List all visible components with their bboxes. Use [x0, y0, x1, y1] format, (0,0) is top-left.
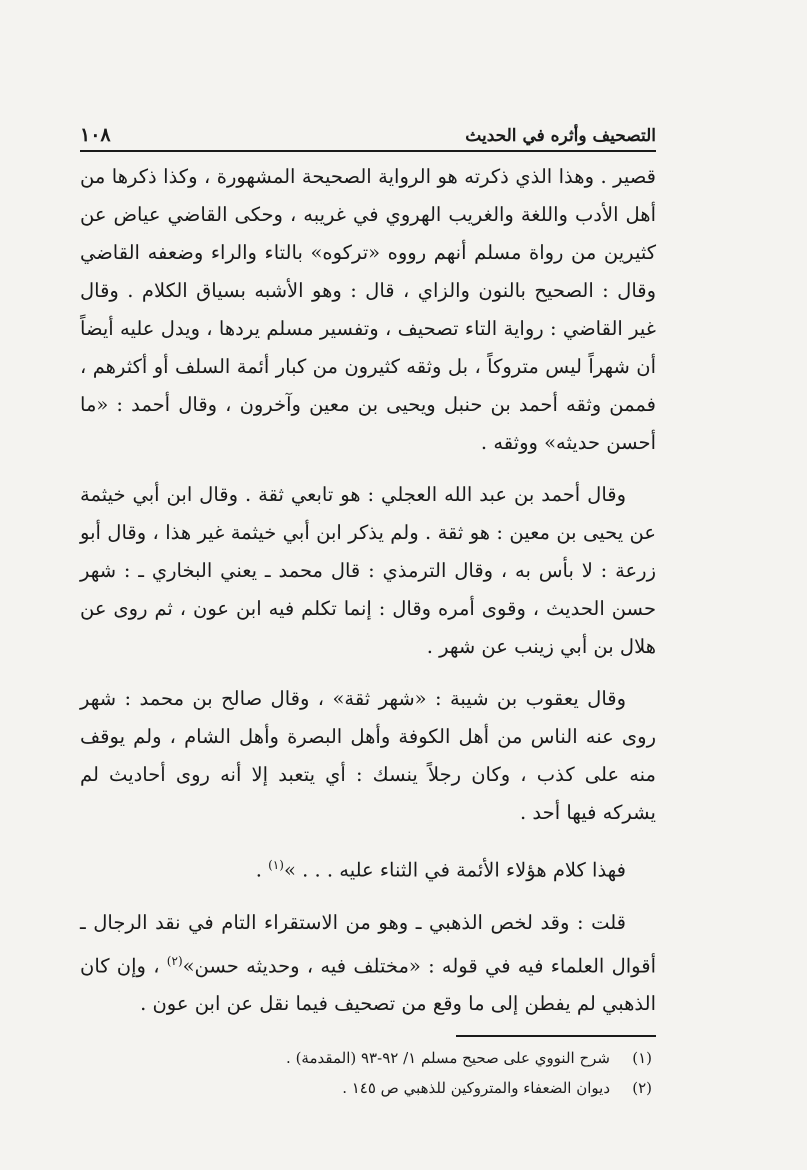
paragraph-5-text: قلت : وقد لخص الذهبي ـ وهو من الاستقراء التام في نقد الرجال ـ أقوال العلماء فيه في قوله : «مختلف فيه ، وحديثه حسن»: [80, 910, 656, 977]
running-header: [80, 110, 656, 152]
footnotes: [80, 1043, 656, 1103]
paragraph-4: [80, 846, 656, 890]
footnote-separator: [456, 1035, 656, 1037]
paragraph-4-text: فهذا كلام هؤلاء الأئمة في الثناء عليه . . . »: [283, 858, 626, 882]
body-text: [80, 158, 656, 1023]
page-number: ١٠٨: [80, 124, 111, 146]
footnote: [80, 1043, 656, 1073]
footnote-ref-2: (٢): [166, 953, 183, 968]
paragraph-1: قصير . وهذا الذي ذكرته هو الرواية الصحيحة المشهورة ، وكذا ذكرها من أهل الأدب واللغة والغريب الهروي في غريبه ، وحكى القاضي عياض عن كثيرين من رواة مسلم أنهم رووه «تركوه» بالتاء والراء وضعفه القاضي وقال : الصحيح بالنون والزاي ، قال : وهو الأشبه بسياق الكلام . وقال غير القاضي : رواية التاء تصحيف ، وتفسير مسلم يردها ، ويدل عليه أيضاً أن شهراً ليس متروكاً ، بل وثقه كثيرون من كبار أئمة السلف أو أكثرهم ، فممن وثقه أحمد بن حنبل ويحيى بن معين وآخرون ، وقال أحمد : «ما أحسن حديثه» ووثقه .: [80, 165, 656, 454]
footnote-number: (١): [632, 1049, 652, 1067]
paragraph-5: [80, 904, 656, 1024]
paragraph-4-tail: .: [255, 858, 269, 882]
paragraph-5-tail: ، وإن كان الذهبي لم يفطن إلى ما وقع من تصحيف فيما نقل عن ابن عون .: [80, 954, 656, 1015]
paragraph-3: وقال يعقوب بن شيبة : «شهر ثقة» ، وقال صالح بن محمد : شهر روى عنه الناس من أهل الكوفة وأهل البصرة وأهل الشام ، ولم يوقف منه على كذب ، وكان رجلاً ينسك : أي يتعبد إلا أنه روى أحاديث لم يشركه فيها أحد .: [80, 687, 656, 824]
header-title: التصحيف وأثره في الحديث: [465, 126, 656, 146]
footnote: [80, 1073, 656, 1103]
footnote-text: ديوان الضعفاء والمتروكين للذهبي ص ١٤٥ .: [342, 1079, 610, 1097]
book-page: [80, 110, 656, 1103]
footnote-ref-1: (١): [268, 858, 284, 872]
footnote-text: شرح النووي على صحيح مسلم ١/ ٩٢-٩٣ (المقدمة) .: [286, 1049, 610, 1067]
footnote-number: (٢): [632, 1079, 652, 1097]
paragraph-2: وقال أحمد بن عبد الله العجلي : هو تابعي ثقة . وقال ابن أبي خيثمة عن يحيى بن معين : هو ثقة . ولم يذكر ابن أبي خيثمة غير هذا ، وقال أبو زرعة : لا بأس به ، وقال الترمذي : قال محمد ـ يعني البخاري ـ : شهر حسن الحديث ، وقوى أمره وقال : إنما تكلم فيه ابن عون ، ثم روى عن هلال بن أبي زينب عن شهر .: [80, 483, 656, 658]
